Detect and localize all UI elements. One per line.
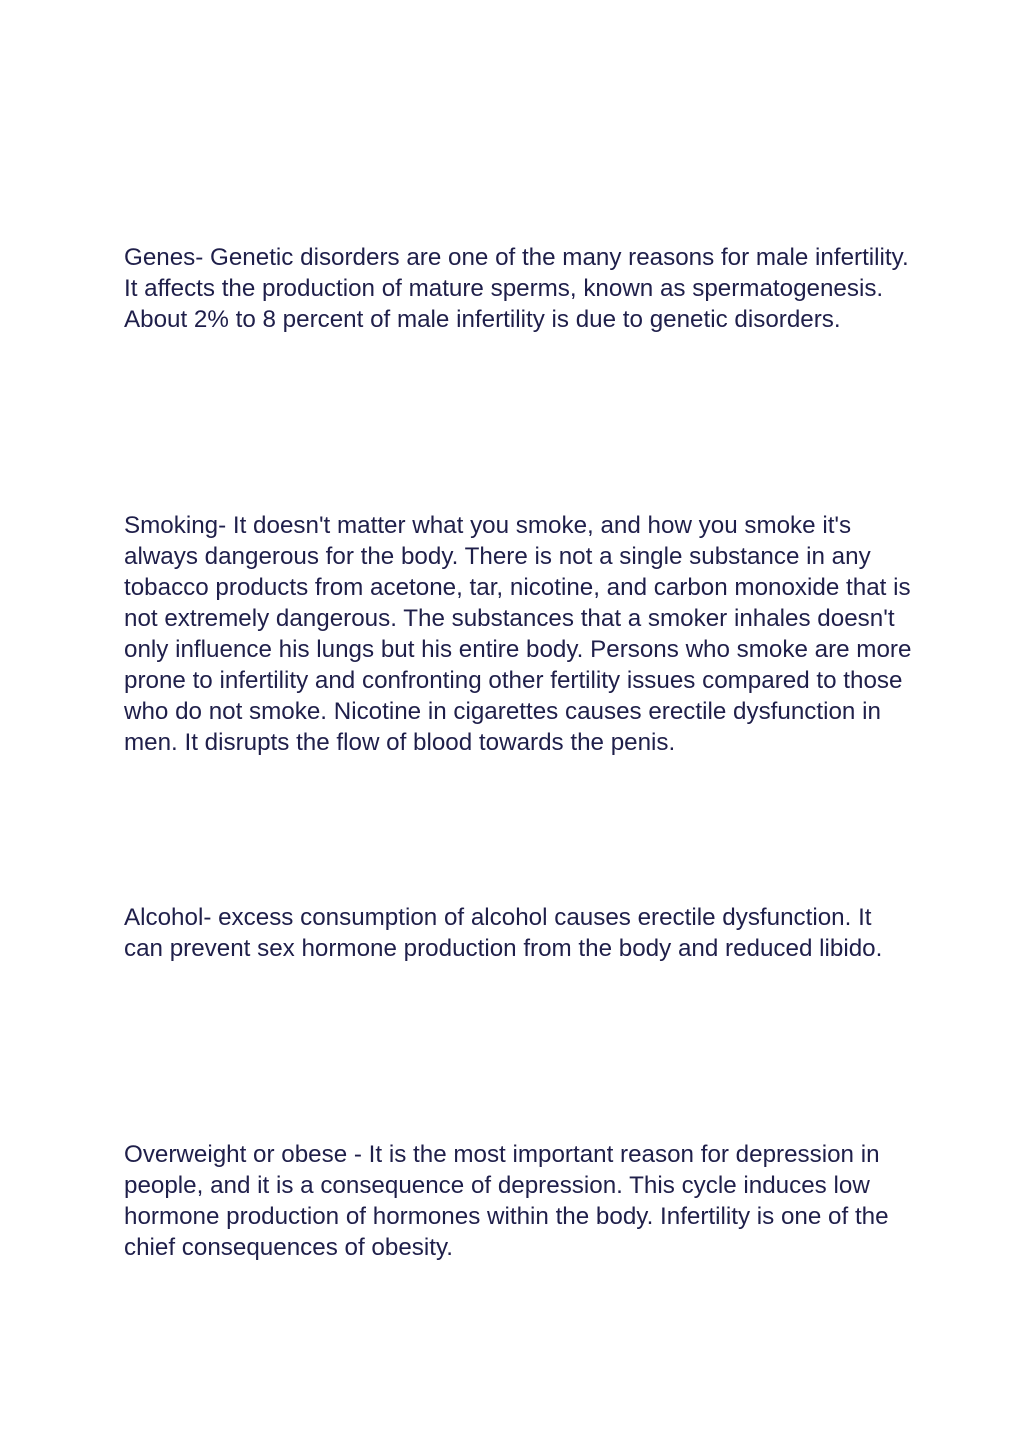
paragraph-smoking: Smoking- It doesn't matter what you smoke, and how you smoke it's always dangerous for the body. There is not a single substance in any tobacco products from acetone, tar, nicotine, and carbon monoxide that is not extremely dangerous. The substances that a smoker inhales doesn't only influence his lungs but his entire body. Persons who smoke are more prone to infertility and confronting other fertility issues compared to those who do not smoke. Nicotine in cigarettes causes erectile dysfunction in men. It disrupts the flow of blood towards the penis. [124, 512, 912, 756]
paragraph-genes: Genes- Genetic disorders are one of the many reasons for male infertility. It affects the production of mature sperms, known as spermatogenesis. About 2% to 8 percent of male infertility is due to genetic disorders. [124, 244, 909, 333]
paragraph-alcohol: Alcohol- excess consumption of alcohol causes erectile dysfunction. It can prevent sex hormone production from the body and reduced libido. [124, 904, 883, 962]
paragraph-overweight: Overweight or obese - It is the most important reason for depression in people, and it is a consequence of depression. This cycle induces low hormone production of hormones within the body. Infertility is one of the chief consequences of obesity. [124, 1141, 889, 1261]
